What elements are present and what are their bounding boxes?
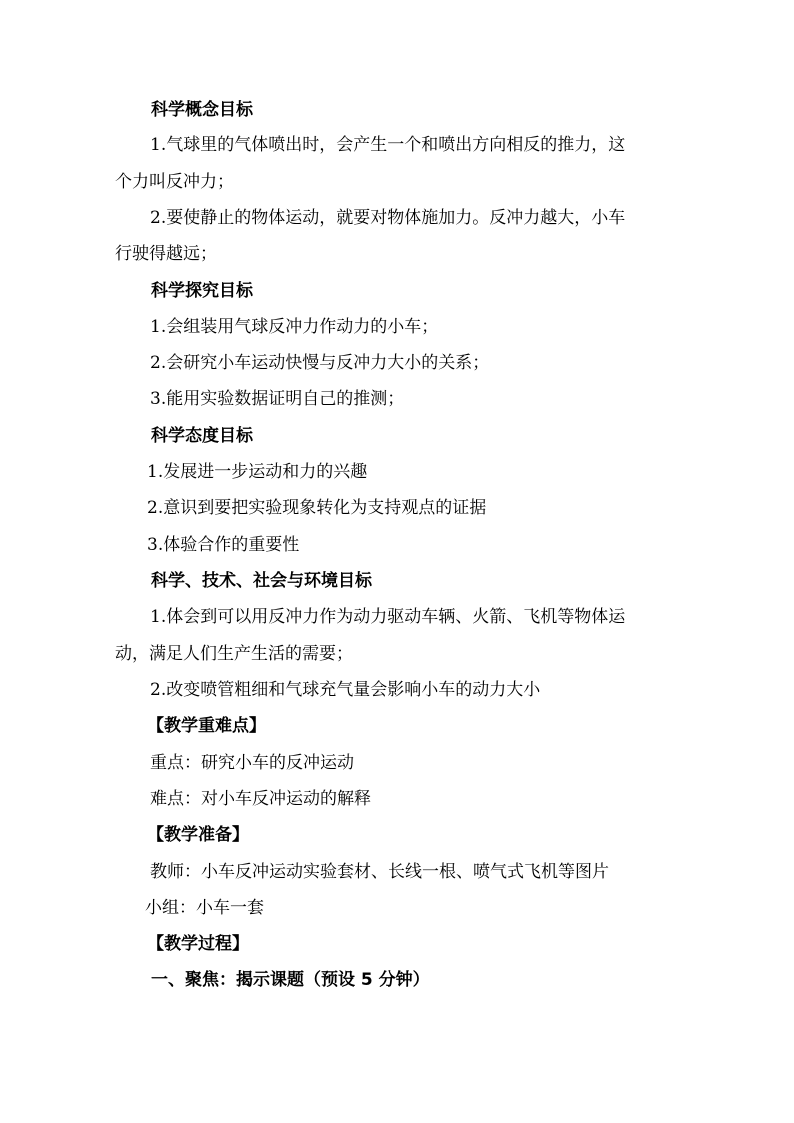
preparation-group: 小组：小车一套 [145, 898, 264, 918]
science-concept-heading: 科学概念目标 [151, 100, 253, 120]
key-point-focus: 重点：研究小车的反冲运动 [150, 753, 354, 773]
stse-item-2: 2.改变喷管粗细和气球充气量会影响小车的动力大小 [150, 680, 541, 700]
attitude-item-2: 2.意识到要把实验现象转化为支持观点的证据 [147, 498, 487, 518]
preparation-heading: 【教学准备】 [147, 825, 249, 845]
inquiry-item-2: 2.会研究小车运动快慢与反冲力大小的关系； [150, 353, 490, 373]
preparation-teacher: 教师：小车反冲运动实验套材、长线一根、喷气式飞机等图片 [150, 862, 609, 882]
science-attitude-heading: 科学态度目标 [151, 426, 253, 446]
key-point-difficulty: 难点：对小车反冲运动的解释 [150, 789, 371, 809]
concept-item-2-line-1: 2.要使静止的物体运动，就要对物体施加力。反冲力越大，小车 [150, 208, 626, 228]
concept-item-2-line-2: 行驶得越远； [115, 244, 217, 264]
process-heading: 【教学过程】 [147, 934, 249, 954]
concept-item-1-line-1: 1.气球里的气体喷出时，会产生一个和喷出方向相反的推力，这 [150, 135, 626, 155]
science-inquiry-heading: 科学探究目标 [151, 281, 253, 301]
stse-item-1-line-2: 动，满足人们生产生活的需要； [115, 644, 353, 664]
inquiry-item-1: 1.会组装用气球反冲力作动力的小车； [150, 317, 439, 337]
concept-item-1-line-2: 个力叫反冲力； [115, 172, 234, 192]
stse-heading: 科学、技术、社会与环境目标 [151, 571, 372, 591]
process-step-1: 一、聚焦：揭示课题（预设 5 分钟） [151, 970, 430, 990]
stse-item-1-line-1: 1.体会到可以用反冲力作为动力驱动车辆、火箭、飞机等物体运 [150, 607, 626, 627]
key-points-heading: 【教学重难点】 [147, 716, 266, 736]
inquiry-item-3: 3.能用实验数据证明自己的推测； [150, 389, 405, 409]
attitude-item-1: 1.发展进一步运动和力的兴趣 [147, 462, 368, 482]
attitude-item-3: 3.体验合作的重要性 [147, 535, 300, 555]
